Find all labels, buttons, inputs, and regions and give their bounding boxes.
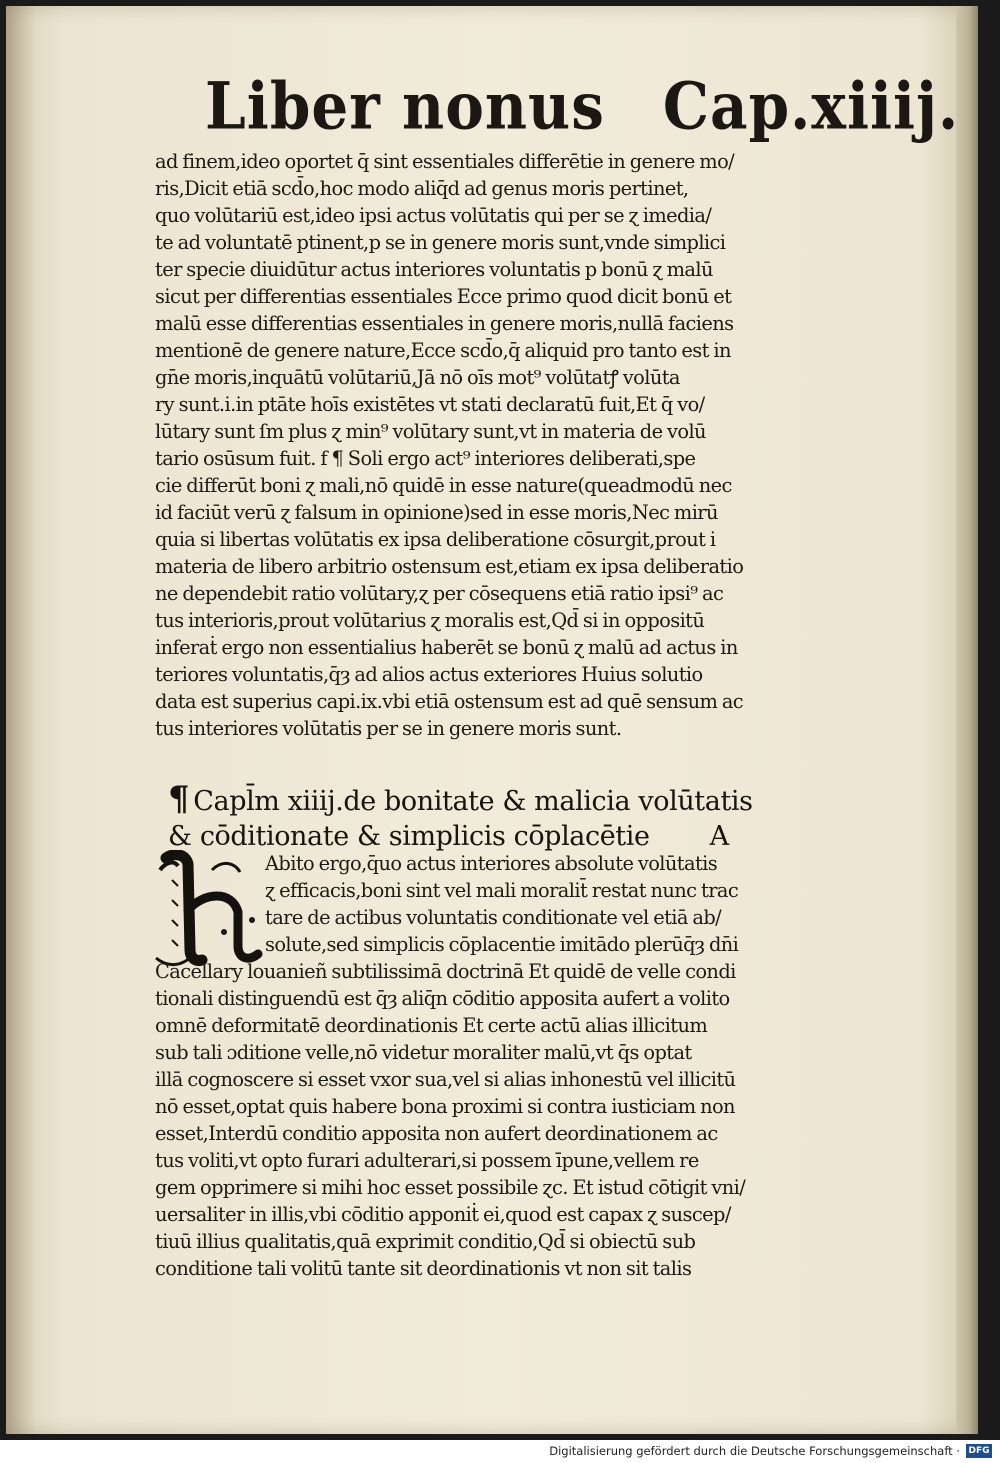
text-line: materia de libero arbitrio ostensum est,etiam ex ipsa deliberatio (155, 555, 744, 578)
text-line: solute,sed simplicis cōplacentie imitādo plerūq̄ȝ dn̄i (265, 933, 739, 956)
decorated-initial-h-icon (152, 850, 267, 968)
text-line: ris,Dicit etiā scd̄o,hoc modo aliq̄d ad genus moris pertinet, (155, 177, 689, 200)
pilcrow-icon: ¶ (168, 779, 190, 819)
text-line: malū esse differentias essentiales in genere moris,nullā faciens (155, 312, 734, 335)
text-line: lūtary sunt ſm plus ɀ min⁹ volūtary sunt,vt in materia de volū (155, 420, 706, 443)
text-line: omnē deformitatē deordinationis Et certe actū alias illicitum (155, 1014, 708, 1037)
text-line: quo volūtariū est,ideo ipsi actus volūtatis qui per se ɀ imedia/ (155, 204, 712, 227)
section-heading-text-1: Capl̄m xiiij.de bonitate & malicia volūtatis (193, 786, 753, 817)
upper-text-block (155, 148, 855, 742)
footer-bar (0, 1440, 1000, 1463)
text-line: teriores voluntatis,q̄ȝ ad alios actus exteriores Huius solutio (155, 663, 703, 686)
text-line: uersaliter in illis,vbi cōditio apponiṫ ei,quod est capax ɀ suscep/ (155, 1203, 731, 1226)
running-head-book: Liber nonus (205, 68, 605, 145)
text-line: id faciūt verū ɀ falsum in opinione)sed in esse moris,Nec mirū (155, 501, 718, 524)
text-line: mentionē de genere nature,Ecce scd̄o,q̄ aliquid pro tanto est in (155, 339, 731, 362)
text-line: tus interioris,prout volūtarius ɀ moralis est,Qd̄ si in oppositū (155, 609, 705, 632)
text-line: gem opprimere si mihi hoc esset possibile ɀc. Et istud cōtigit vni/ (155, 1176, 746, 1199)
text-line: Cācellary louanieñ subtilissimā doctrinā Et quidē de velle condi (155, 960, 736, 983)
text-line: ne dependebit ratio volūtary,ɀ per cōsequens etiā ratio ipsi⁹ ac (155, 582, 724, 605)
text-line: cie differūt boni ɀ mali,nō quidē in esse nature(queadmodū nec (155, 474, 732, 497)
text-line: gn̄e moris,inquātū volūtariū,Jā nō oīs mot⁹ volūtatꝭ volūta (155, 366, 680, 389)
gutter-shadow (6, 6, 36, 1434)
text-line: tare de actibus voluntatis conditionate vel etiā ab/ (265, 906, 722, 929)
footer-credit: Digitalisierung gefördert durch die Deutsche Forschungsgemeinschaft · (549, 1444, 960, 1458)
text-line: data est superius capi.ix.vbi etiā ostensum est ad quē sensum ac (155, 690, 744, 713)
text-line: tario osūsum fuit. f ¶ Soli ergo act⁹ interiores deliberati,spe (155, 447, 696, 470)
text-line: tus interiores volūtatis per se in genere moris sunt. (155, 717, 622, 740)
page-edge (956, 6, 978, 1434)
text-line: ry sunt.i.in ptāte hoīs existētes vt stati declaratū fuit,Et q̄ vo/ (155, 393, 705, 416)
text-line: ɀ efficacis,boni sint vel mali moralit̄ restat nunc trac (265, 879, 739, 902)
text-line: tus voliti,vt opto furari adulterari,si possem īpune,vellem re (155, 1149, 699, 1172)
text-line: tiuū illius qualitatis,quā exprimit conditio,Qd̄ si obiectū sub (155, 1230, 696, 1253)
text-line: inferaṫ ergo non essentialius haberēt se bonū ɀ malū ad actus in (155, 636, 738, 659)
text-line: conditione tali volitū tante sit deordinationis vt non sit talis (155, 1257, 692, 1280)
text-line: ter specie diuidūtur actus interiores voluntatis p bonū ɀ malū (155, 258, 713, 281)
text-line: Abito ergo,q̄uo actus interiores absolute volūtatis (265, 852, 718, 875)
indented-text-block (265, 850, 855, 958)
running-head (205, 68, 960, 145)
section-heading-text-2: & cōditionate & simplicis cōplacētie (168, 821, 650, 852)
text-line: illā cognoscere si esset vxor sua,vel si alias inhonestū vel illicitū (155, 1068, 736, 1091)
text-line: sub tali ɔditione velle,nō videtur moraliter malū,vt q̄s optat (155, 1041, 692, 1064)
dfg-logo-icon: DFG (966, 1444, 992, 1458)
text-line: quia si libertas volūtatis ex ipsa deliberatione cōsurgit,prout i (155, 528, 716, 551)
lower-text-block (155, 958, 855, 1282)
running-head-chapter: Cap.xiiij. (662, 68, 960, 145)
text-line: esset,Interdū conditio apposita non aufert deordinationem ac (155, 1122, 718, 1145)
text-line: te ad voluntatē ptinent,p se in genere moris sunt,vnde simplici (155, 231, 726, 254)
text-line: nō esset,optat quis habere bona proximi si contra iusticiam non (155, 1095, 735, 1118)
section-heading-line-1 (168, 780, 868, 818)
section-heading (168, 780, 868, 856)
text-line: ad finem,ideo oportet q̄ sint essentiales differētie in genere mo/ (155, 150, 735, 173)
section-marker-letter: A (709, 821, 729, 852)
text-line: tionali distinguendū est q̄ȝ aliq̄n cōditio apposita aufert a volito (155, 987, 730, 1010)
text-line: sicut per differentias essentiales Ecce primo quod dicit bonū et (155, 285, 732, 308)
